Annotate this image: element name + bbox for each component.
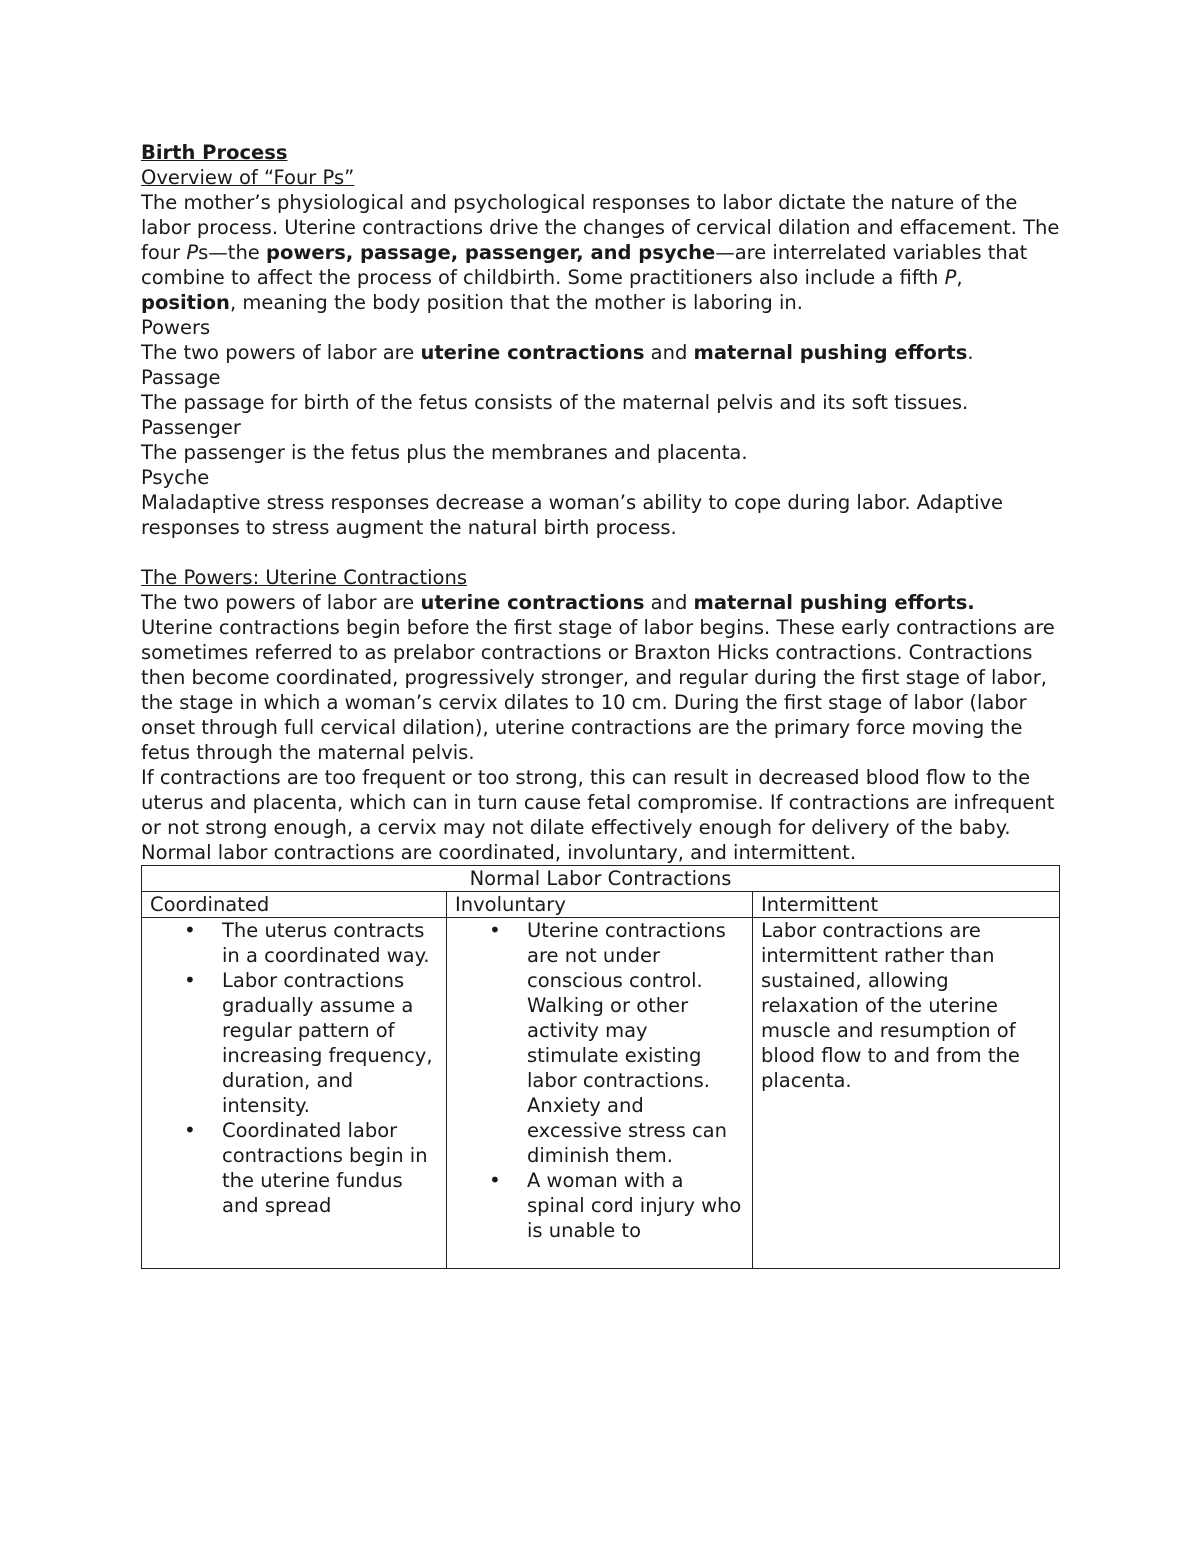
list-item: • Labor contractions gradually assume a regular pattern of increasing frequency, duration, and intensity. [222,968,438,1118]
column-header-coordinated: Coordinated [142,892,447,918]
overview-paragraph: The mother’s physiological and psychological responses to labor dictate the nature of the labor process. Uterine contractions drive the changes of cervical dilation and effacement. The four Ps—the powers, passage, passenger, and psyche—are interrelated variables that combine to affect the process of childbirth. Some practitioners also include a fifth P, position, meaning the body position that the mother is laboring in. [141,191,1060,314]
involuntary-cell [447,918,753,1269]
psyche-paragraph: Maladaptive stress responses decrease a woman’s ability to cope during labor. Adaptive responses to stress augment the natural birth process. [141,491,1004,539]
table-caption-row [142,866,1060,892]
document-title: Birth Process [141,141,288,164]
coordinated-cell [142,918,447,1269]
powers-heading: Powers [141,316,211,339]
list-item: • Uterine contractions are not under conscious control. Walking or other activity may stimulate existing labor contractions. Anxiety and excessive stress can diminish them. [527,918,744,1168]
coordinated-list [150,918,438,1218]
intermittent-cell [753,918,1060,1269]
uterine-powers-paragraph: The two powers of labor are uterine contractions and maternal pushing efforts. [141,591,975,614]
passenger-paragraph: The passenger is the fetus plus the membranes and placenta. [141,441,748,464]
column-header-intermittent: Intermittent [753,892,1060,918]
overview-heading: Overview of “Four Ps” [141,166,355,189]
uterine-paragraph-3: Normal labor contractions are coordinated, involuntary, and intermittent. [141,841,857,864]
document-page [141,140,1061,1269]
psyche-heading: Psyche [141,466,210,489]
involuntary-list [455,918,744,1243]
passenger-heading: Passenger [141,416,241,439]
intermittent-text: Labor contractions are intermittent rather than sustained, allowing relaxation of the uterine muscle and resumption of blood flow to and from the placenta. [761,919,1020,1092]
blank-line [141,540,1061,565]
normal-labor-contractions-table [141,865,1060,1269]
table-row [142,918,1060,1269]
powers-paragraph: The two powers of labor are uterine contractions and maternal pushing efforts. [141,341,974,364]
uterine-paragraph-2: If contractions are too frequent or too strong, this can result in decreased blood flow to the uterus and placenta, which can in turn cause fetal compromise. If contractions are infrequent or not strong enough, a cervix may not dilate effectively enough for delivery of the baby. [141,766,1055,839]
list-item: • The uterus contracts in a coordinated way. [222,918,438,968]
list-item: • A woman with a spinal cord injury who is unable to [527,1168,744,1243]
uterine-paragraph-1: Uterine contractions begin before the first stage of labor begins. These early contractions are sometimes referred to as prelabor contractions or Braxton Hicks contractions. Contractions then become coordinated, progressively stronger, and regular during the first stage of labor, the stage in which a woman’s cervix dilates to 10 cm. During the first stage of labor (labor onset through full cervical dilation), uterine contractions are the primary force moving the fetus through the maternal pelvis. [141,616,1055,764]
table-caption: Normal Labor Contractions [142,866,1060,892]
column-header-involuntary: Involuntary [447,892,753,918]
uterine-contractions-heading: The Powers: Uterine Contractions [141,566,468,589]
table-header-row [142,892,1060,918]
passage-paragraph: The passage for birth of the fetus consists of the maternal pelvis and its soft tissues. [141,391,969,414]
list-item: • Coordinated labor contractions begin in the uterine fundus and spread [222,1118,438,1218]
passage-heading: Passage [141,366,221,389]
